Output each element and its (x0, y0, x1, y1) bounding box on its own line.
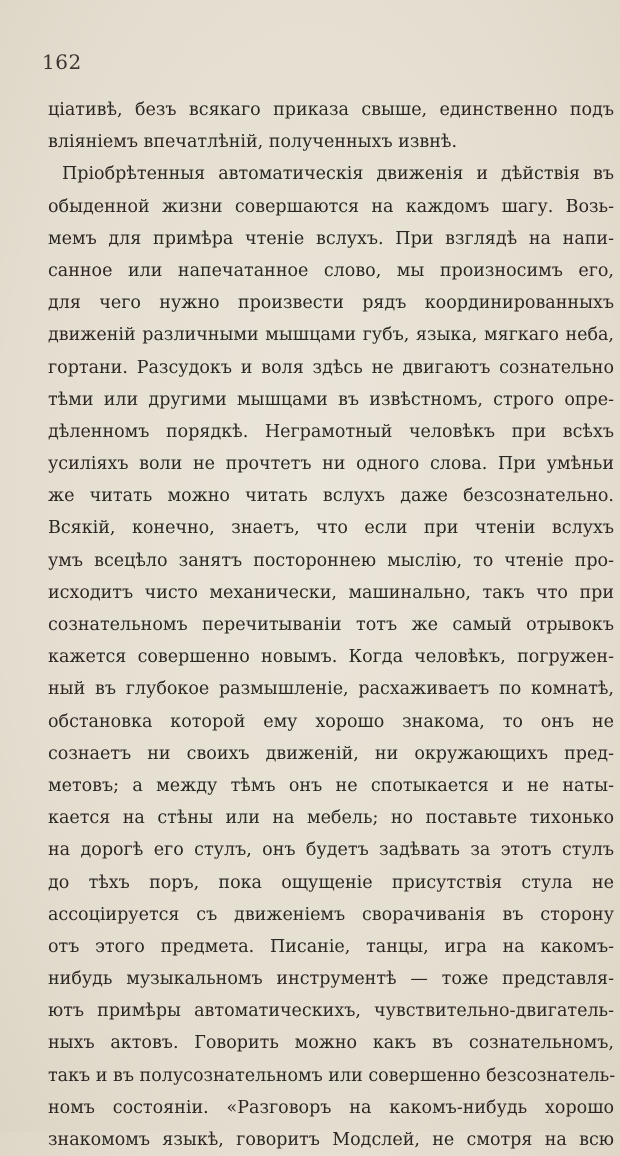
text-line: отъ этого предмета. Писаніе, танцы, игра на какомъ- (48, 936, 614, 957)
text-line: дѣленномъ порядкѣ. Неграмотный человѣкъ при всѣхъ (48, 421, 614, 442)
page-number: 162 (42, 50, 82, 74)
text-line: ныхъ актовъ. Говорить можно какъ въ сознательномъ, (48, 1033, 614, 1054)
text-line: вліяніемъ впечатлѣній, полученныхъ извнѣ. (48, 132, 458, 153)
text-line: Всякій, конечно, знаетъ, что если при чтеніи вслухъ (48, 518, 614, 539)
text-line: исходитъ чисто механически, машинально, такъ что при (48, 582, 614, 603)
text-line: же читать можно читать вслухъ даже безсознательно. (48, 486, 614, 507)
text-line: на дорогѣ его стулъ, онъ будетъ задѣвать за этотъ стулъ (48, 840, 614, 861)
text-line: нибудь музыкальномъ инструментѣ — тоже представля- (48, 969, 614, 990)
text-line: гортани. Разсудокъ и воля здѣсь не двигаютъ сознательно (48, 357, 614, 378)
text-line: кается на стѣны или на мебель; но поставьте тихонько (48, 808, 614, 829)
body-text (48, 94, 616, 1156)
text-line: Пріобрѣтенныя автоматическія движенія и дѣйствія въ (62, 164, 614, 185)
text-line: обстановка которой ему хорошо знакома, то онъ не (48, 711, 614, 732)
text-line: сознательномъ перечитываніи тотъ же самый отрывокъ (48, 615, 614, 635)
text-line: санное или напечатанное слово, мы произносимъ его, (48, 260, 614, 281)
text-line: для чего нужно произвести рядъ координированныхъ (48, 293, 614, 314)
text-line: мемъ для примѣра чтеніе вслухъ. При взглядѣ на напи- (48, 228, 614, 249)
text-line: движеній различными мышцами губъ, языка, мягкаго неба, (48, 325, 614, 346)
text-line: метовъ; а между тѣмъ онъ не спотыкается и не наты- (48, 775, 614, 796)
text-line: тѣми или другими мышцами въ извѣстномъ, строго опре- (48, 389, 614, 410)
text-line: ный въ глубокое размышленіе, расхаживаетъ по комнатѣ, (48, 679, 614, 700)
text-line: кажется совершенно новымъ. Когда человѣкъ, погружен- (48, 647, 614, 668)
text-line: ютъ примѣры автоматическихъ, чувствительно-двигатель- (48, 1001, 614, 1022)
text-line: сознаетъ ни своихъ движеній, ни окружающихъ пред- (48, 743, 614, 764)
text-line: обыденной жизни совершаются на каждомъ шагу. Возь- (48, 196, 614, 217)
text-line: усиліяхъ воли не прочтетъ ни одного слова. При умѣньи (48, 454, 614, 475)
text-line: до тѣхъ поръ, пока ощущеніе присутствія стула не (48, 872, 614, 893)
text-line: такъ и въ полусознательномъ или совершенно безсознатель- (48, 1065, 616, 1086)
text-line: ассоціируется съ движеніемъ сворачиванія въ сторону (48, 904, 614, 925)
text-line: умъ всецѣло занятъ постороннею мыслію, то чтеніе про- (48, 550, 614, 571)
text-line: знакомомъ языкѣ, говоритъ Модслей, не смотря на всю (48, 1130, 614, 1150)
text-line: ціативѣ, безъ всякаго приказа свыше, единственно подъ (48, 100, 614, 120)
text-line: номъ состояніи. «Разговоръ на какомъ-нибудь хорошо (48, 1097, 614, 1118)
